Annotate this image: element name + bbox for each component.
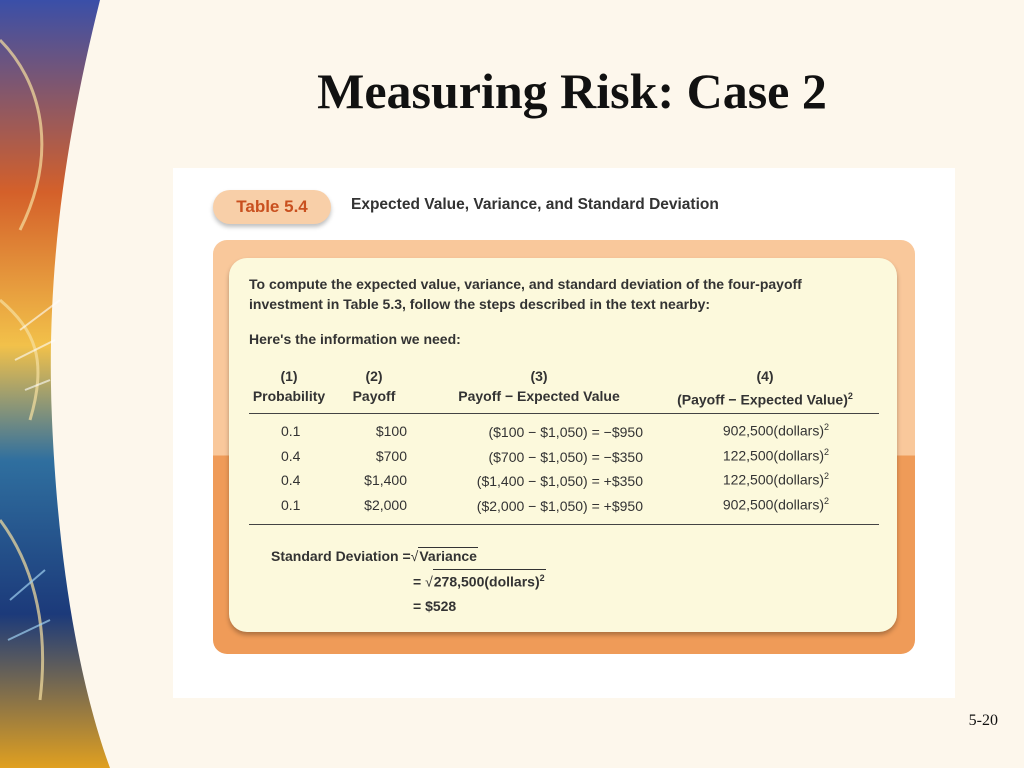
sd-radicand: Variance <box>419 548 477 564</box>
squared-value: 902,500(dollars) <box>722 422 824 439</box>
squared-value: 122,500(dollars) <box>722 471 824 488</box>
squared-cell <box>669 447 829 464</box>
page-number: 5-20 <box>968 712 998 729</box>
exponent: 2 <box>823 496 829 506</box>
standard-deviation-formula <box>271 544 546 619</box>
payoff-cell: $100 <box>375 423 407 439</box>
probability-cell: 0.1 <box>281 497 301 513</box>
exponent: 2 <box>823 447 829 457</box>
table-bottom-divider <box>249 524 879 525</box>
payoff-cell: $2,000 <box>364 497 407 513</box>
variance-value: 278,500(dollars) <box>433 573 540 590</box>
difference-cell: ($2,000 − $1,050) = +$950 <box>476 498 643 514</box>
exponent: 2 <box>823 422 829 432</box>
header-divider <box>249 413 879 414</box>
column-header-payoff <box>339 366 409 406</box>
squared-cell <box>669 496 829 513</box>
exponent: 2 <box>847 391 853 401</box>
column-header-difference <box>429 366 649 406</box>
column-number: (4) <box>756 368 774 384</box>
table-panel <box>229 258 897 632</box>
equals-sign: = <box>402 548 411 564</box>
exponent: 2 <box>823 471 829 481</box>
table-label-badge: Table 5.4 <box>213 190 331 224</box>
column-label: Payoff − Expected Value <box>458 388 620 404</box>
squared-value: 902,500(dollars) <box>722 496 824 513</box>
difference-cell: ($700 − $1,050) = −$350 <box>488 449 643 465</box>
probability-cell: 0.4 <box>281 472 301 488</box>
column-number: (3) <box>530 368 548 384</box>
squared-cell <box>669 471 829 488</box>
column-header-probability <box>249 366 329 406</box>
sd-result: $528 <box>425 598 457 614</box>
column-number: (1) <box>280 368 298 384</box>
info-needed-text: Here's the information we need: <box>249 331 461 347</box>
squared-cell <box>669 422 829 439</box>
column-header-squared <box>651 366 879 410</box>
equals-sign: = <box>413 573 422 590</box>
sd-radicand <box>433 569 546 591</box>
slide-title: Measuring Risk: Case 2 <box>317 63 827 119</box>
probability-cell: 0.1 <box>281 423 301 439</box>
column-label: Probability <box>252 388 326 404</box>
exponent: 2 <box>539 573 545 583</box>
equals-sign: = <box>413 598 422 614</box>
column-label: Payoff <box>352 388 396 404</box>
table-figure <box>173 168 955 698</box>
sqrt-icon: √ <box>410 548 419 564</box>
probability-cell: 0.4 <box>281 448 301 464</box>
column-label-text: (Payoff − Expected Value) <box>677 391 848 408</box>
table-caption: Expected Value, Variance, and Standard Deviation <box>351 196 719 213</box>
column-label <box>651 386 879 410</box>
difference-cell: ($100 − $1,050) = −$950 <box>488 424 643 440</box>
squared-value: 122,500(dollars) <box>722 447 824 464</box>
table-box <box>213 240 915 654</box>
payoff-cell: $1,400 <box>364 472 407 488</box>
column-number: (2) <box>365 368 383 384</box>
sd-label: Standard Deviation <box>271 548 399 564</box>
table-intro-text: To compute the expected value, variance, and standard deviation of the four-payoff investment in Table 5.3, follow the steps described in the text nearby: <box>249 276 802 312</box>
sqrt-icon: √ <box>425 573 433 590</box>
payoff-cell: $700 <box>375 448 407 464</box>
difference-cell: ($1,400 − $1,050) = +$350 <box>476 473 643 489</box>
